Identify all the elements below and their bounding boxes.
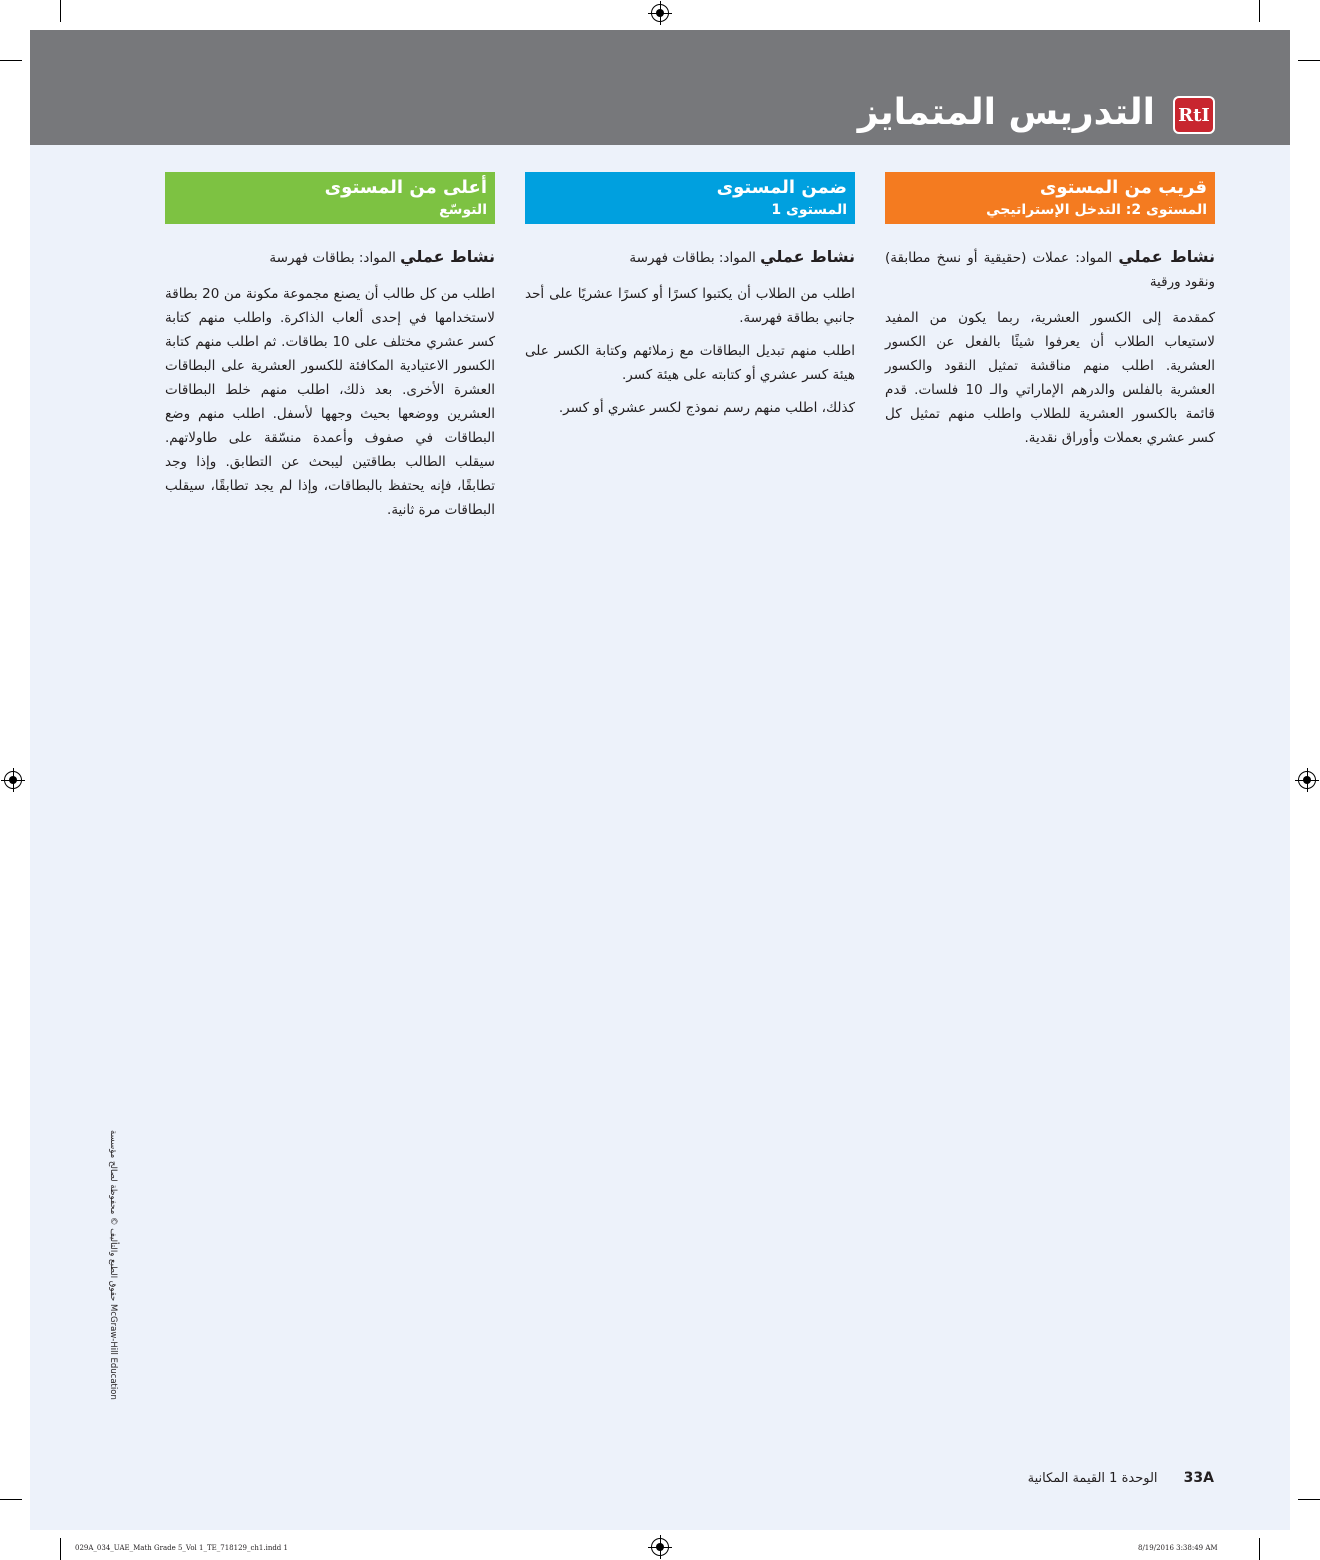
beyond-activity (165, 245, 495, 270)
activity-label: نشاط عملي (400, 247, 495, 266)
on-level-activity (525, 245, 855, 270)
on-level-paragraph: اطلب من الطلاب أن يكتبوا كسرًا أو كسرًا عشريًا على أحد جانبي بطاقة فهرسة. (525, 286, 855, 326)
approaching-subtitle: المستوى 2: التدخل الإستراتيجي (986, 202, 1207, 218)
beyond-subtitle: التوسّع (439, 202, 487, 218)
registration-mark-icon (4, 771, 22, 789)
on-level-column (525, 245, 855, 429)
approaching-level-header (885, 172, 1215, 224)
copyright-notice: حقوق الطبع والتأليف © محفوظة لصالح مؤسسة McGraw-Hill Education (108, 1130, 118, 1400)
approaching-activity (885, 245, 1215, 294)
registration-mark-icon (651, 1538, 669, 1556)
page-number: 33A (1183, 1470, 1214, 1486)
crop-mark (60, 1538, 61, 1560)
crop-mark (1298, 1499, 1320, 1500)
page-footer (1028, 1470, 1214, 1486)
crop-mark (0, 60, 22, 61)
approaching-body: كمقدمة إلى الكسور العشرية، ربما يكون من المفيد لاستيعاب الطلاب أن يعرفوا شيئًا بالفعل عن الكسور العشرية. اطلب منهم مناقشة تمثيل النقود والكسور العشرية بالفلس والدرهم الإماراتي والـ 10 فلسات. قدم قائمة بالكسور العشرية للطلاب واطلب منهم تمثيل كل كسر عشري بعملات وأوراق نقدية. (885, 310, 1215, 446)
activity-label: نشاط عملي (1118, 247, 1216, 266)
approaching-column (885, 245, 1215, 459)
beyond-level-header (165, 172, 495, 224)
approaching-title: قريب من المستوى (1039, 177, 1207, 198)
rti-badge-icon: RtI (1173, 96, 1215, 134)
crop-mark (60, 0, 61, 22)
beyond-body: اطلب من كل طالب أن يصنع مجموعة مكونة من 20 بطاقة لاستخدامها في إحدى ألعاب الذاكرة. واطلب منهم كتابة كسر عشري مختلف على 10 بطاقات. ثم اطلب منهم كتابة الكسور الاعتيادية المكافئة للكسور العشرية على البطاقات العشرة الأخرى. بعد ذلك، اطلب منهم خلط البطاقات العشرين ووضعها بحيث وجهها لأسفل. اطلب منهم وضع البطاقات في صفوف وأعمدة منسّقة على طاولاتهم. سيقلب الطالب بطاقتين ليبحث عن التطابق. وإذا وجد تطابقًا، فإنه يحتفظ بالبطاقات، وإذا لم يجد تطابقًا، سيقلب البطاقات مرة ثانية. (165, 286, 495, 518)
activity-label: نشاط عملي (760, 247, 855, 266)
page-title: التدريس المتمايز (857, 92, 1155, 133)
header-bar (30, 30, 1290, 145)
page (30, 30, 1290, 1530)
crop-mark (1298, 60, 1320, 61)
crop-mark (1259, 0, 1260, 22)
on-level-subtitle: المستوى 1 (771, 202, 847, 218)
on-level-paragraph: كذلك، اطلب منهم رسم نموذج لكسر عشري أو كسر. (558, 400, 855, 416)
file-slug: 029A_034_UAE_Math Grade 5_Vol 1_TE_718129_ch1.indd 1 (75, 1544, 288, 1552)
beyond-column (165, 245, 495, 531)
beyond-title: أعلى من المستوى (324, 177, 487, 198)
on-level-paragraph: اطلب منهم تبديل البطاقات مع زملائهم وكتابة الكسر على هيئة كسر عشري أو كتابته على هيئة كسر. (525, 343, 855, 383)
registration-mark-icon (1298, 771, 1316, 789)
materials-text: المواد: بطاقات فهرسة (269, 250, 396, 266)
materials-text: المواد: بطاقات فهرسة (629, 250, 756, 266)
unit-title: الوحدة 1 القيمة المكانية (1027, 1471, 1158, 1486)
on-level-header (525, 172, 855, 224)
print-timestamp: 8/19/2016 3:38:49 AM (1138, 1544, 1218, 1552)
crop-mark (1259, 1538, 1260, 1560)
on-level-title: ضمن المستوى (716, 177, 847, 198)
materials-text: المواد: عملات (حقيقية أو نسخ مطابقة) ونقود ورقية (885, 250, 1215, 290)
crop-mark (0, 1499, 22, 1500)
registration-mark-icon (651, 4, 669, 22)
